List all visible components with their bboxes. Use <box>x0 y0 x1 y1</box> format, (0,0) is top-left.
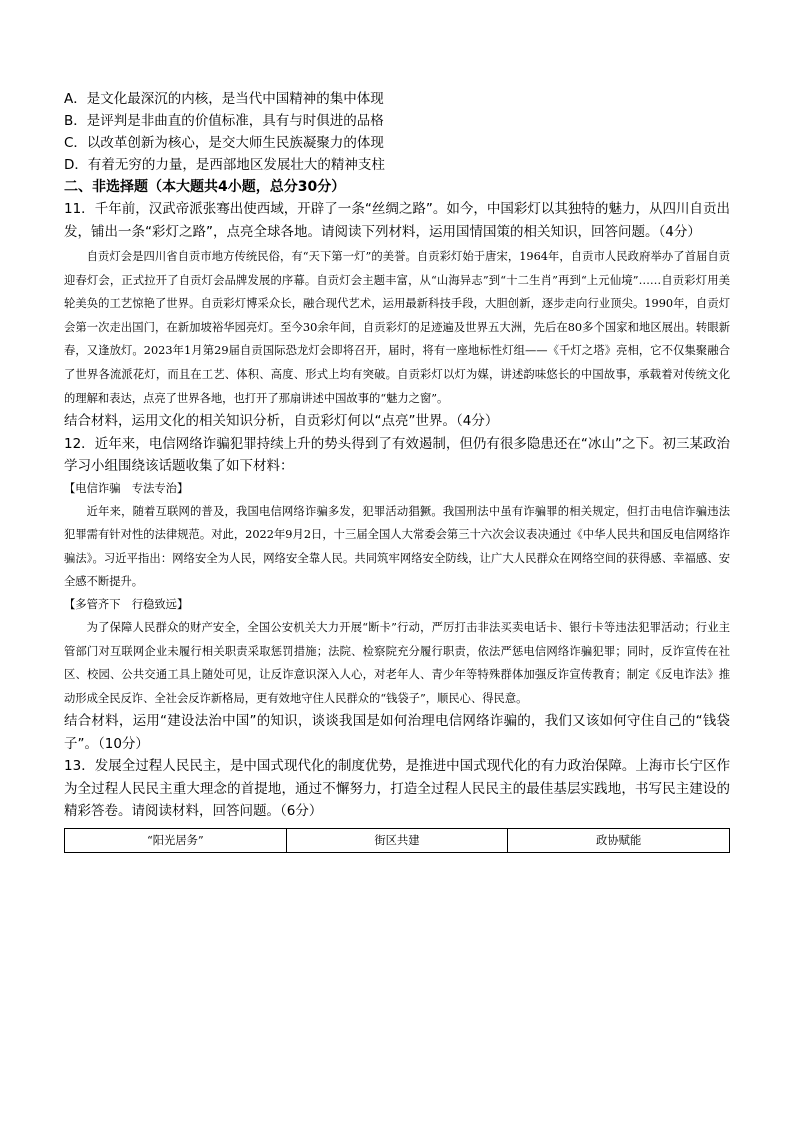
option-a: A．是文化最深沉的内核，是当代中国精神的集中体现 <box>64 91 384 107</box>
exam-page <box>64 88 730 853</box>
table-header-cell: 政协赋能 <box>508 828 730 852</box>
table-row <box>65 828 730 852</box>
options-list <box>64 88 730 176</box>
question-12 <box>64 433 730 756</box>
q13-table <box>64 828 730 853</box>
q13-stem: 13．发展全过程人民民主，是中国式现代化的制度优势，是推进中国式现代化的有力政治保障。上海市长宁区作为全过程人民民主重大理念的首提地，通过不懈努力，打造全过程人民民主的最佳基层实践地，书写民主建设的精彩答卷。请阅读材料，回答问题。（6分） <box>64 758 730 820</box>
table-header-cell: 街区共建 <box>286 828 508 852</box>
question-13 <box>64 755 730 853</box>
option-b: B．是评判是非曲直的价值标准，具有与时俱进的品格 <box>64 113 384 129</box>
q11-question: 结合材料，运用文化的相关知识分析，自贡彩灯何以“点亮”世界。（4分） <box>64 413 499 430</box>
q12-material-tag-2: 【多管齐下 行稳致远】 <box>64 598 189 612</box>
option-d: D．有着无穷的力量，是西部地区发展壮大的精神支柱 <box>64 157 385 173</box>
question-11 <box>64 198 730 433</box>
q12-material-1: 近年来，随着互联网的普及，我国电信网络诈骗多发，犯罪活动猖獗。我国刑法中虽有诈骗罪的相关规定，但打击电信诈骗违法犯罪需有针对性的法律规范。对此，2022年9月2日，十三届全国人大常委会第三十六次会议表决通过《中华人民共和国反电信网络诈骗法》。习近平指出：网络安全为人民，网络安全靠人民。共同筑牢网络安全防线，让广大人民群众在网络空间的获得感、幸福感、安全感不断提升。 <box>64 504 730 589</box>
section-heading: 二、非选择题（本大题共4小题，总分30分） <box>64 179 346 195</box>
q12-material-tag-1: 【电信诈骗 专法专治】 <box>64 481 189 495</box>
q11-material: 自贡灯会是四川省自贡市地方传统民俗，有“天下第一灯”的美誉。自贡彩灯始于唐宋，1964年，自贡市人民政府举办了首届自贡迎春灯会，正式拉开了自贡灯会品牌发展的序幕。自贡灯会主题丰富，从“山海异志”到“十二生肖”再到“上元仙境”……自贡彩灯用美轮美奂的工艺惊艳了世界。自贡彩灯博采众长，融合现代艺术，运用最新科技手段，大胆创新，逐步走向行业顶尖。1990年，自贡灯会第一次走出国门，在新加坡裕华园亮灯。至今30余年间，自贡彩灯的足迹遍及世界五大洲，先后在80多个国家和地区展出。转眼新春，又逢放灯。2023年1月第29届自贡国际恐龙灯会即将召开，届时，将有一座地标性灯组——《千灯之塔》亮相，它不仅集聚融合了世界各流派花灯，而且在工艺、体积、高度、形式上均有突破。自贡彩灯以灯为媒，讲述韵味悠长的中国故事，承载着对传统文化的理解和表达，点亮了世界各地，也打开了那扇讲述中国故事的“魅力之窗”。 <box>64 250 730 405</box>
option-c: C．以改革创新为核心，是交大师生民族凝聚力的体现 <box>64 135 384 151</box>
table-header-cell: “阳光居务” <box>65 828 287 852</box>
q12-stem: 12．近年来，电信网络诈骗犯罪持续上升的势头得到了有效遏制，但仍有很多隐患还在“冰山”之下。初三某政治学习小组围绕该话题收集了如下材料： <box>64 435 730 475</box>
q11-stem: 11．千年前，汉武帝派张骞出使西域，开辟了一条“丝绸之路”。如今，中国彩灯以其独特的魅力，从四川自贡出发，铺出一条“彩灯之路”，点亮全球各地。请阅读下列材料，运用国情国策的相关知识，回答问题。（4分） <box>64 201 730 240</box>
q12-material-2: 为了保障人民群众的财产安全，全国公安机关大力开展“断卡”行动，严厉打击非法买卖电话卡、银行卡等违法犯罪活动；行业主管部门对互联网企业未履行相关职责采取惩罚措施；法院、检察院充分履行职责，依法严惩电信网络诈骗犯罪；同时，反诈宣传在社区、校园、公共交通工具上随处可见，让反诈意识深入人心，对老年人、青少年等特殊群体加强反诈宣传教育；制定《反电诈法》推动形成全民反诈、全社会反诈新格局，更有效地守住人民群众的“钱袋子”，顺民心、得民意。 <box>64 621 730 705</box>
q12-question: 结合材料，运用“建设法治中国”的知识，谈谈我国是如何治理电信网络诈骗的，我们又该如何守住自己的“钱袋子”。（10分） <box>64 713 730 752</box>
